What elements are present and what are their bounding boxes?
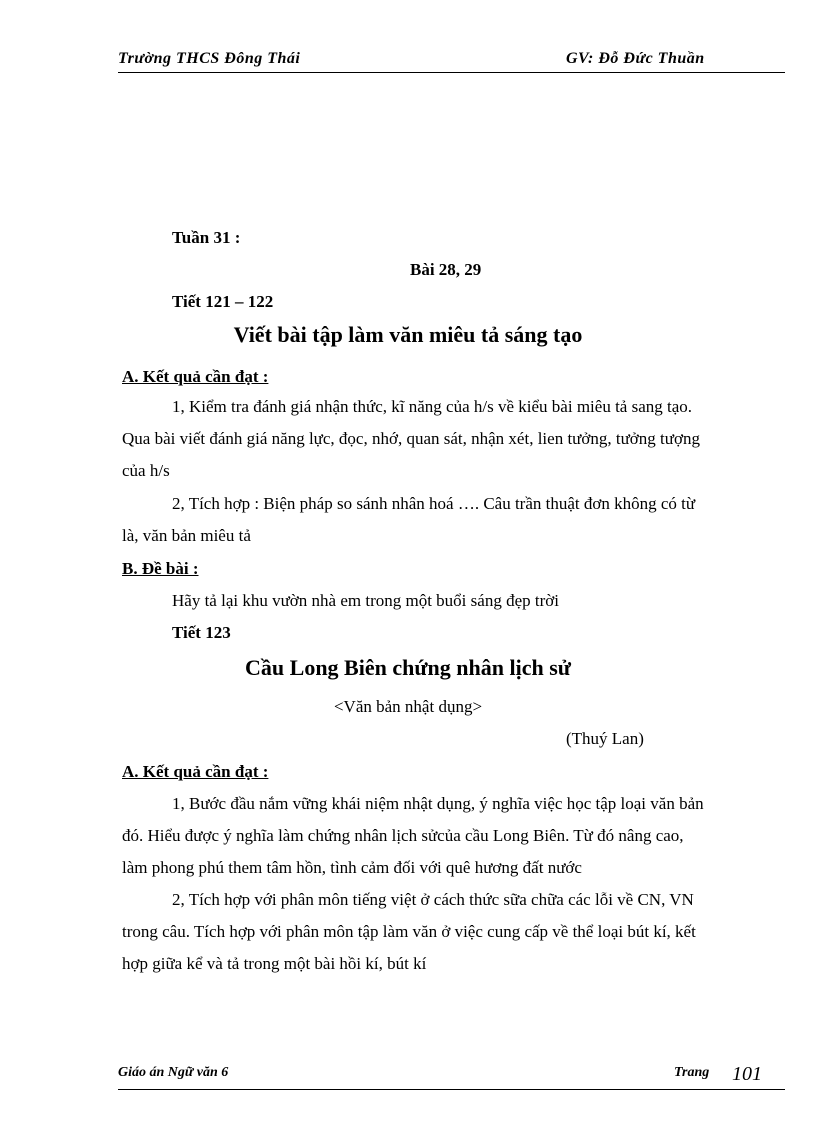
paragraph-line: Qua bài viết đánh giá năng lực, đọc, nhớ, quan sát, nhận xét, lien tưởng, tưởng tượng [122, 429, 700, 448]
page-header [118, 46, 785, 73]
page-label: Trang [674, 1065, 710, 1080]
period-label: Tiết 121 – 122 [172, 292, 274, 311]
section-heading: A. Kết quả cần đạt : [122, 367, 269, 386]
text-type-label: <Văn bản nhật dụng> [333, 697, 483, 716]
paragraph-line: 1, Bước đầu nắm vững khái niệm nhật dụng, ý nghĩa việc học tập loại văn bản [172, 794, 704, 813]
paragraph-line: của h/s [122, 461, 170, 480]
paragraph-line: Hãy tả lại khu vườn nhà em trong một buổi sáng đẹp trời [172, 591, 559, 610]
paragraph-line: 2, Tích hợp với phân môn tiếng việt ở cách thức sữa chữa các lỗi về CN, VN [172, 890, 694, 909]
section-heading: A. Kết quả cần đạt : [122, 762, 269, 781]
author-label: (Thuý Lan) [566, 729, 644, 748]
paragraph-line: hợp giữa kể và tả trong một bài hồi kí, bút kí [122, 954, 427, 973]
lesson-range: Bài 28, 29 [410, 260, 482, 279]
paragraph-line: làm phong phú them tâm hồn, tình cảm đối với quê hương đất nước [122, 858, 582, 877]
school-name: Trường THCS Đông Thái [118, 50, 301, 67]
paragraph-line: đó. Hiểu được ý nghĩa làm chứng nhân lịch sửcủa cầu Long Biên. Từ đó nâng cao, [122, 826, 684, 845]
paragraph-line: 2, Tích hợp : Biện pháp so sánh nhân hoá …. Câu trần thuật đơn không có từ [172, 494, 696, 513]
period-label: Tiết 123 [172, 623, 231, 642]
paragraph-line: 1, Kiểm tra đánh giá nhận thức, kĩ năng của h/s về kiểu bài miêu tả sang tạo. [172, 397, 693, 416]
lesson-title: Cầu Long Biên chứng nhân lịch sử [245, 655, 571, 680]
page-footer [118, 1055, 785, 1090]
subject-label: Giáo án Ngữ văn 6 [118, 1065, 229, 1080]
paragraph-line: trong câu. Tích hợp với phân môn tập làm văn ở việc cung cấp về thể loại bút kí, kết [122, 922, 696, 941]
section-heading: B. Đề bài : [122, 559, 199, 578]
teacher-name: GV: Đỗ Đức Thuần [566, 50, 705, 67]
paragraph-line: là, văn bản miêu tả [122, 526, 251, 545]
week-label: Tuần 31 : [172, 228, 241, 247]
lesson-title: Viết bài tập làm văn miêu tả sáng tạo [233, 322, 583, 347]
page-number: 101 [732, 1063, 762, 1085]
